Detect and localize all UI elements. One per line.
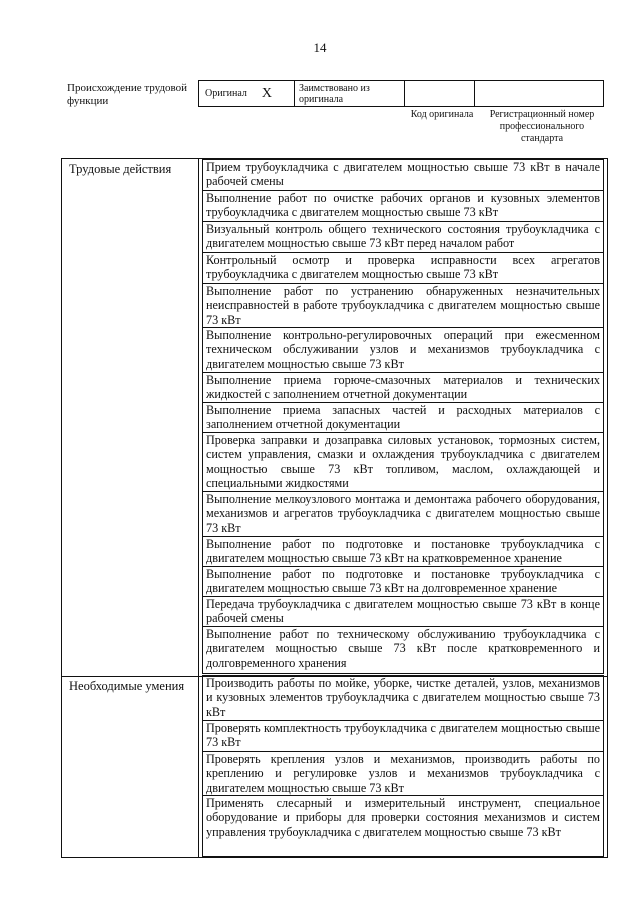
skill-item: Производить работы по мойке, уборке, чистке деталей, узлов, механизмов и кузовных элементов трубоукладчика с двигателем мощностью свыше 73 кВт xyxy=(202,675,604,721)
original-mark: X xyxy=(261,86,272,101)
labor-action-item: Контрольный осмотр и проверка исправности всех агрегатов трубоукладчика с двигателем мощностью свыше 73 кВт xyxy=(202,252,604,284)
labor-action-item: Выполнение работ по подготовке и постановке трубоукладчика с двигателем мощностью свыше 73 кВт на долговременное хранение xyxy=(202,566,604,597)
required-skills-title: Необходимые умения xyxy=(69,679,185,693)
labor-action-item: Визуальный контроль общего технического состояния трубоукладчика с двигателем мощностью свыше 73 кВт перед началом работ xyxy=(202,221,604,253)
registration-caption: Регистрационный номер профессионального стандарта xyxy=(489,109,595,144)
labor-action-item: Выполнение приема горюче-смазочных материалов и технических жидкостей с заполнением отчетной документации xyxy=(202,372,604,403)
original-cell xyxy=(199,81,295,106)
labor-action-item: Выполнение мелкоузлового монтажа и демонтажа рабочего оборудования, механизмов и агрегатов трубоукладчика с двигателем мощностью свыше 73 кВт xyxy=(202,491,604,537)
original-label: Оригинал xyxy=(205,88,247,99)
registration-number-cell xyxy=(475,81,603,106)
page-number: 14 xyxy=(313,40,327,55)
skill-item: Применять слесарный и измерительный инструмент, специальное оборудование и приборы для проверки состояния механизмов и систем управления трубоукладчика с двигателем мощностью свыше 73 кВт xyxy=(202,795,604,857)
borrowed-label: Заимствовано из оригинала xyxy=(299,83,370,105)
labor-action-item: Выполнение работ по подготовке и постановке трубоукладчика с двигателем мощностью свыше 73 кВт на кратковременное хранение xyxy=(202,536,604,567)
labor-action-item: Выполнение контрольно-регулировочных операций при ежесменном техническом обслуживании узлов и механизмов трубоукладчика с двигателем мощностью свыше 73 кВт xyxy=(202,327,604,373)
labor-action-item: Прием трубоукладчика с двигателем мощностью свыше 73 кВт в начале рабочей смены xyxy=(202,159,604,191)
labor-action-item: Выполнение работ по устранению обнаруженных незначительных неисправностей в работе трубоукладчика с двигателем мощностью свыше 73 кВт xyxy=(202,283,604,328)
labor-action-item: Выполнение работ по очистке рабочих органов и кузовных элементов трубоукладчика с двигателем мощностью свыше 73 кВт xyxy=(202,190,604,222)
skill-item: Проверять крепления узлов и механизмов, производить работы по креплению и регулировке узлов и механизмов трубоукладчика с двигателем мощностью свыше 73 кВт xyxy=(202,751,604,796)
skill-item: Проверять комплектность трубоукладчика с двигателем мощностью свыше 73 кВт xyxy=(202,720,604,752)
borrowed-cell xyxy=(295,81,405,106)
code-caption: Код оригинала xyxy=(410,109,474,120)
labor-function-table xyxy=(61,158,608,858)
origin-table xyxy=(198,80,604,107)
origin-label: Происхождение трудовой функции xyxy=(67,82,188,107)
labor-action-item: Передача трубоукладчика с двигателем мощностью свыше 73 кВт в конце рабочей смены xyxy=(202,596,604,627)
column-divider xyxy=(198,159,199,857)
labor-action-item: Выполнение работ по техническому обслуживанию трубоукладчика с двигателем мощностью свыше 73 кВт после кратковременного и долговременного хранения xyxy=(202,626,604,674)
labor-action-item: Выполнение приема запасных частей и расходных материалов с заполнением отчетной документации xyxy=(202,402,604,433)
original-code-cell xyxy=(405,81,475,106)
labor-actions-title: Трудовые действия xyxy=(69,162,172,176)
labor-action-item: Проверка заправки и дозаправка силовых установок, тормозных систем, систем управления, смазки и охлаждения трубоукладчика с двигателем мощностью свыше 73 кВт топливом, маслом, охлаждающей и специальными жидкостями xyxy=(202,432,604,492)
